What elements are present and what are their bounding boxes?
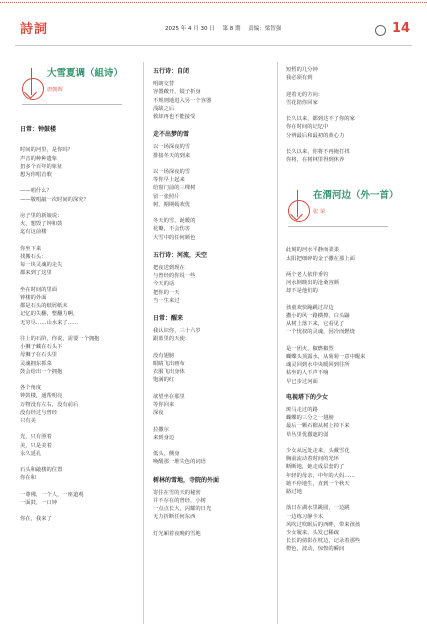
poem-line: 一尊佛，一个人，一座道观 xyxy=(20,491,84,498)
poem-line: 寄住在雪的天的秘密 xyxy=(153,489,201,496)
col2-body xyxy=(153,68,271,538)
poem-heading: 五行诗：自闭 xyxy=(153,68,190,75)
poem-line: 我必须有到 xyxy=(286,75,313,82)
poem-line: 想为你唱首歌 xyxy=(20,172,52,178)
poem-line: 无力折断任何东西 xyxy=(153,514,196,521)
poem-line: 灯光厢着夜晚的雪地 xyxy=(153,530,201,537)
issue-info xyxy=(165,24,287,32)
poem-line: 魂灵回到水中央暖回到往所 xyxy=(286,362,350,369)
poem-title-box xyxy=(20,66,138,124)
poem-line: 雪花陪你回家 xyxy=(286,99,318,106)
poem-line: 母狮子在石头里 xyxy=(20,352,58,359)
title-divider xyxy=(288,226,388,227)
poem-line: 钟鼓楼，通帮明亮 xyxy=(20,393,63,400)
stanza-gap xyxy=(20,507,138,515)
column-divider xyxy=(277,62,278,624)
poem-line: 唤醒那一堆失色的词语 xyxy=(153,459,206,466)
poem-heading: 走不出梦的雪 xyxy=(153,131,190,139)
header-divider xyxy=(15,45,412,46)
poem-line: 路过地 xyxy=(286,489,302,496)
poem-line: 只有美 xyxy=(20,418,36,424)
poem-line: 她不停地生，直到一个秋天 xyxy=(286,480,350,487)
poem-line: 最后一颗石榴从树上掉下来 xyxy=(286,423,350,430)
poem-line: 今天的话 xyxy=(153,281,175,288)
poem-line: 花瓣，不会伤害 xyxy=(153,226,191,233)
stanza-gap xyxy=(286,296,411,304)
poem-line: 一面鼓，一口钟 xyxy=(20,499,58,506)
stanza-gap xyxy=(20,179,138,187)
poem-line: 深夜 xyxy=(153,410,164,417)
poem-line: 你在时间的记忆中 xyxy=(286,124,329,131)
poem-line: 树，期期嫣欢优 xyxy=(153,201,191,208)
stanza-gap xyxy=(153,442,271,450)
poem-line: 迎着无的方向： xyxy=(286,91,324,98)
poem-line: 并不存在的曾经，小树 xyxy=(153,498,206,505)
poem-line: 衣服飞出身体 xyxy=(153,369,185,376)
poem-line: 太阳把细碎的金子撒在那上面 xyxy=(286,255,355,262)
poem-line: 低头，侧身 xyxy=(153,451,180,458)
poem-line: 美，只是美着 xyxy=(20,442,52,449)
poem-line: 排接冬天的到来 xyxy=(153,152,191,159)
poem-line: 此刻的河水平静而柔柔 xyxy=(286,247,339,254)
stanza-gap xyxy=(153,160,271,168)
poem-line: 把你的一天 xyxy=(153,289,180,296)
poem-line: 等你早上起来 xyxy=(153,177,185,184)
poem-line: 给窗门前的三棵树 xyxy=(153,185,196,192)
poem-author: 唐朝晖 xyxy=(47,87,63,93)
poem-line: 无穷尽……山水来了…… xyxy=(20,319,79,326)
poem-line: 蝴蝶头顶露水，从菊菊一意中醒来 xyxy=(286,353,366,360)
poem-line: 没有经过与曾经 xyxy=(20,409,58,416)
poem-line: 浅缺之后 xyxy=(153,105,175,112)
stanza-gap xyxy=(20,376,138,384)
stanza-gap xyxy=(20,237,138,245)
poem-heading: 日常：钟鼓楼 xyxy=(20,126,57,133)
poem-line: 坐在时间的里面 xyxy=(20,286,58,293)
poem-line: 鼓会给出一个拥抱 xyxy=(20,368,63,375)
poem-line: 每一块灵魂的走失 xyxy=(20,262,63,269)
poem-heading: 日常：醒来 xyxy=(153,315,184,323)
poem-line: 你在和 xyxy=(20,475,36,482)
poem-line: 斑马走过的路 xyxy=(286,407,318,413)
poem-line: 草丛里优蠢遮的弱 xyxy=(286,431,329,438)
poem-line: 扭多个百年的象征 xyxy=(20,163,63,170)
column-divider xyxy=(143,62,144,624)
poem-line: 记忆的失翻，整翻力啊， xyxy=(20,311,79,318)
poem-line: 声音的种种遗象 xyxy=(20,155,58,162)
poem-line: 胸前流动着时间的光环 xyxy=(286,456,339,463)
poem-line: 撒小的风一路横擦，白头鼬 xyxy=(286,312,350,319)
stanza-gap xyxy=(20,327,138,335)
stanza-gap xyxy=(153,522,271,530)
poem-line: 欲望坐在那里 xyxy=(153,393,185,400)
stanza-gap xyxy=(286,82,411,90)
issue-date: 2025 年 4 月 30 日 xyxy=(165,26,215,32)
col3-top xyxy=(286,66,411,164)
issue-number: 第 8 期 xyxy=(222,26,241,32)
poem-line: 万物没有左右，没有前后 xyxy=(20,401,79,408)
poem-line: 断断地，她走成层套的了 xyxy=(286,464,345,471)
poem-line: 找搬石头： xyxy=(20,253,47,260)
poem-line: 一点点长大，闪耀的日光 xyxy=(153,506,212,513)
poem-line: 风吹过吹眠后的西畔，带来孩孩 xyxy=(286,521,361,528)
poem-line: 一边练习静卡木 xyxy=(286,513,324,520)
poem-line: 枯坐的人不声不响 xyxy=(286,370,329,377)
stanza-gap xyxy=(153,344,271,352)
poem-line: 大雪中的任何颜色 xyxy=(153,234,196,241)
poem-line: 长久以来，你将不再掩打找 xyxy=(286,148,350,155)
poem-line: 永久延孔 xyxy=(20,450,42,457)
col3-body-a xyxy=(286,246,411,385)
poem-line: 橙色，波动，惊惶的瞬间 xyxy=(286,546,345,553)
poem-heading: 电视塔下的少女 xyxy=(286,393,329,401)
poem-author: 张 荣 xyxy=(313,209,326,216)
stanza-gap xyxy=(153,417,271,425)
stanza-gap xyxy=(20,278,138,286)
poem-line: 与曾经的你说一些 xyxy=(153,273,196,280)
poem-line: 都来到了这里 xyxy=(20,270,52,277)
poem-line: 房子里的新娘说： xyxy=(20,212,63,219)
poem-line: 救却再也不能接受 xyxy=(153,114,196,121)
stanza-gap xyxy=(153,209,271,217)
page-number: 14 xyxy=(392,21,411,36)
poem-line: 当一生来过 xyxy=(153,297,180,304)
poem-line: 以一场深夜的雪 xyxy=(153,169,191,176)
poem-line: 小狮子藏在石头下 xyxy=(20,344,63,351)
poem-line: 拉撒尔 xyxy=(153,426,169,433)
poem-line: 没有翅膀 xyxy=(153,352,175,359)
poem-line: 落日在湖水里跳圆，一边跳 xyxy=(286,505,350,512)
poem-line: 钟楼的外面 xyxy=(20,294,47,301)
poem-line: 一个忧叔的灵魂，因冷而燃烧 xyxy=(286,329,355,336)
poem-line: 以一场深夜的雪 xyxy=(153,144,191,151)
poem-line: 河水倒映出的沧桑容颜 xyxy=(286,280,339,287)
poem-line: 长长的倩影在枕边，记录着那些 xyxy=(286,538,361,545)
poem-line: 明朗交替 xyxy=(153,81,175,88)
poem-line: 年轻的母亲，中年的大妈…… xyxy=(286,472,355,479)
poem-line: 你坐下来 xyxy=(20,245,42,252)
poem-line: ——敬唱敲一次时间的深究？ xyxy=(20,196,89,203)
issue-editor: 责编：梁智强 xyxy=(248,26,282,32)
poem-line: 少女从远处走来，头戴雪花 xyxy=(286,448,350,454)
stanza-gap xyxy=(153,385,271,393)
poem-line: 短暂的几分钟 xyxy=(286,67,318,73)
poem-title: 在渭河边（外一首） xyxy=(313,190,399,202)
poem-line: 等你回来 xyxy=(153,402,175,409)
poem-line: 你将，在树林里得到休养 xyxy=(286,157,345,164)
poem-line: 容器敞开，镜子折身 xyxy=(153,89,201,96)
poem-line: 冬天的雪，诞暖的 xyxy=(153,218,196,225)
poem-line: 灵魂拥东抓菜 xyxy=(20,360,52,367)
poem-heading: 五行诗：河流，天空 xyxy=(153,251,208,259)
top-dotted-rule xyxy=(0,2,427,3)
poem-line: 蝴蝶的三分之一翅膀 xyxy=(286,415,334,422)
page-circle-icon xyxy=(375,25,386,36)
poem-title-box xyxy=(286,188,411,246)
poem-line: 不规则地进入另一个容器 xyxy=(153,97,212,104)
poem-line: 早已步过河面 xyxy=(286,378,318,385)
col3-body-b xyxy=(286,406,411,554)
stanza-gap xyxy=(20,425,138,433)
poem-line: 从树上落下来，它看见了 xyxy=(286,321,345,328)
column-3 xyxy=(286,66,411,554)
poem-line: 都是石头的纸屑纸末 xyxy=(20,303,68,310)
poem-line: 时间的河里，是你吗？ xyxy=(20,147,73,154)
poem-line: 把夜送到现在 xyxy=(153,265,185,272)
poem-line: 分辨最后和最初的黄心力 xyxy=(286,132,345,139)
poem-line: 是一团火，椒燃椒烈 xyxy=(286,345,334,352)
page-header xyxy=(0,10,427,44)
stanza-gap xyxy=(286,263,411,271)
section-logo: 詩詞 xyxy=(20,22,49,37)
poem-line: 来到身边 xyxy=(153,434,175,441)
poem-line: 光，只有照着 xyxy=(20,434,52,441)
col1-body xyxy=(20,126,138,524)
poem-line: 饱满的红 xyxy=(153,377,175,384)
poem-line: 往上的石阶，你说，需要一个拥抱 xyxy=(20,335,100,342)
poem-line: 长久以来，都到达不了你的家 xyxy=(286,116,355,123)
poem-line: 火，想毁了钟和鼓 xyxy=(20,221,63,228)
stanza-gap xyxy=(20,458,138,466)
poem-line: ——唱什么？ xyxy=(20,188,52,195)
title-divider xyxy=(22,104,122,105)
poem-line: 孩童欢快蹦跳过岸边 xyxy=(286,304,334,311)
poem-line: 各个角度 xyxy=(20,385,42,392)
poem-line: 眼睛飞出画布 xyxy=(153,361,185,368)
column-1 xyxy=(20,66,138,524)
poem-line: 却不是他们的 xyxy=(286,288,318,295)
stanza-gap xyxy=(286,439,411,447)
poem-line: 我认识你，三十六岁 xyxy=(153,328,201,335)
poem-line: 两个老人依伴垂钓 xyxy=(286,271,329,278)
poem-line: 迄有这前楼 xyxy=(20,229,47,236)
stanza-gap xyxy=(20,138,138,146)
stanza-gap xyxy=(286,107,411,115)
stanza-gap xyxy=(286,140,411,148)
column-2 xyxy=(153,66,271,538)
stanza-gap xyxy=(286,337,411,345)
poem-title: 大雪夏调（組诗） xyxy=(47,68,124,79)
poem-line: 跟蓝里的天使： xyxy=(153,336,191,343)
stanza-gap xyxy=(20,204,138,212)
poem-line: 留一张照片 xyxy=(153,193,180,200)
poem-line: 你在，我来了 xyxy=(20,516,52,523)
poem-heading: 树林的雪地，寺院的外面 xyxy=(153,476,220,484)
stanza-gap xyxy=(20,483,138,491)
poem-line: 少女履来，头发已稀疏 xyxy=(286,530,339,537)
poem-line: 石头和敲楼的位置 xyxy=(20,467,63,474)
stanza-gap xyxy=(286,496,411,504)
col3-heading-b xyxy=(286,386,411,402)
